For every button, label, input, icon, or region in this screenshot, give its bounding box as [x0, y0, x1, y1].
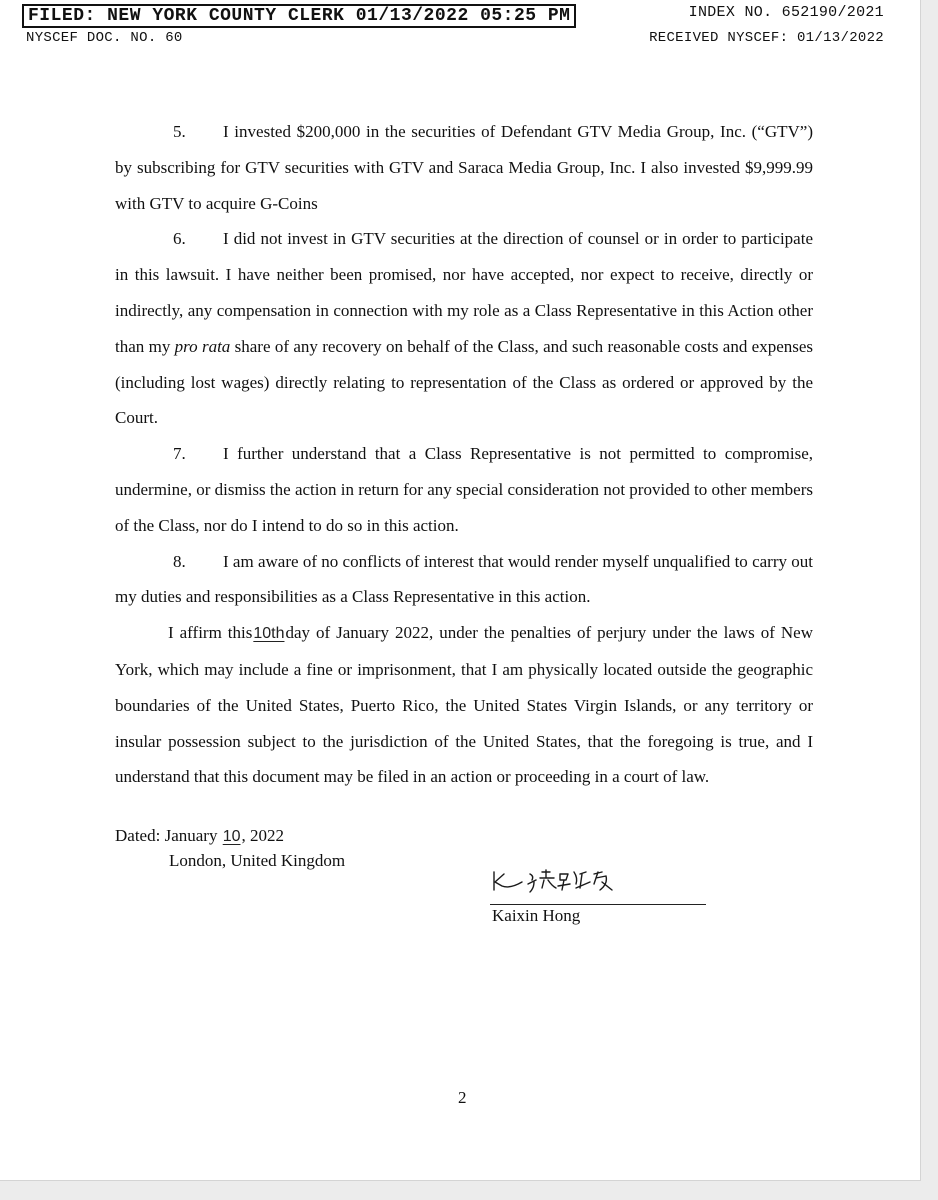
received-date: RECEIVED NYSCEF: 01/13/2022: [649, 30, 884, 46]
dated-month: January: [164, 826, 218, 845]
paragraph-text: I did not invest in GTV securities at the direction of counsel or in order to participate in this lawsuit. I have neither been promised, nor have accepted, nor expect to receive, directly or indirectly, any compensation in connection with my role as a Class Representative in this Action other than my: [115, 229, 813, 356]
paragraph-6: [115, 221, 813, 436]
paragraph-text: I am aware of no conflicts of interest that would render myself unqualified to carry out my duties and responsibilities as a Class Representative in this action.: [115, 551, 813, 607]
handwritten-signature: [490, 864, 630, 898]
dated-block: [115, 824, 345, 873]
signer-name: Kaixin Hong: [492, 906, 581, 925]
paragraph-number: 6.: [173, 229, 186, 249]
paragraph-number: 8.: [173, 551, 186, 571]
pro-rata-italic: pro rata: [174, 336, 231, 356]
paragraph-number: 7.: [173, 444, 186, 464]
dated-location: London, United Kingdom: [169, 851, 346, 870]
nyscef-doc-number: NYSCEF DOC. NO. 60: [26, 30, 183, 46]
index-number: INDEX NO. 652190/2021: [688, 4, 884, 21]
signature-line: [490, 904, 706, 905]
document-body: [115, 114, 813, 795]
paragraph-5: [115, 114, 813, 221]
handwritten-dated-day: 10: [222, 828, 241, 845]
dated-year: , 2022: [241, 826, 284, 845]
dated-label: Dated:: [115, 826, 161, 845]
affirm-lead: I affirm this: [168, 623, 253, 643]
paragraph-text: I invested $200,000 in the securities of Defendant GTV Media Group, Inc. (“GTV”) by subscribing for GTV securities with GTV and Saraca Media Group, Inc. I also invested $9,999.99 with GTV to acquire G-Coins: [115, 122, 813, 213]
filed-stamp: FILED: NEW YORK COUNTY CLERK 01/13/2022 05:25 PM: [22, 4, 576, 28]
paragraph-8: [115, 544, 813, 616]
paragraph-number: 5.: [173, 122, 186, 141]
page-number: 2: [458, 1088, 467, 1107]
paragraph-text-cont: share of any recovery on behalf of the Class, and such reasonable costs and expenses (including lost wages) directly relating to representation of the Class as ordered or approved by the Court.: [115, 336, 814, 428]
paragraph-text: I further understand that a Class Representative is not permitted to compromise, undermine, or dismiss the action in return for any special consideration not provided to other members of the Class, nor do I intend to do so in this action.: [115, 444, 813, 535]
affirm-text: day of January 2022, under the penalties of perjury under the laws of New York, which may include a fine or imprisonment, that I am physically located outside the geographic boundaries of the United States, Puerto Rico, the United States Virgin Islands, or any territory or insular possession subject to the jurisdiction of the United States, that the foregoing is true, and I understand that this document may be filed in an action or proceeding in a court of law.: [115, 623, 813, 787]
affirmation-paragraph: [115, 615, 813, 795]
dated-line: [115, 824, 345, 849]
paragraph-7: [115, 436, 813, 543]
handwritten-day: 10th: [253, 625, 285, 643]
